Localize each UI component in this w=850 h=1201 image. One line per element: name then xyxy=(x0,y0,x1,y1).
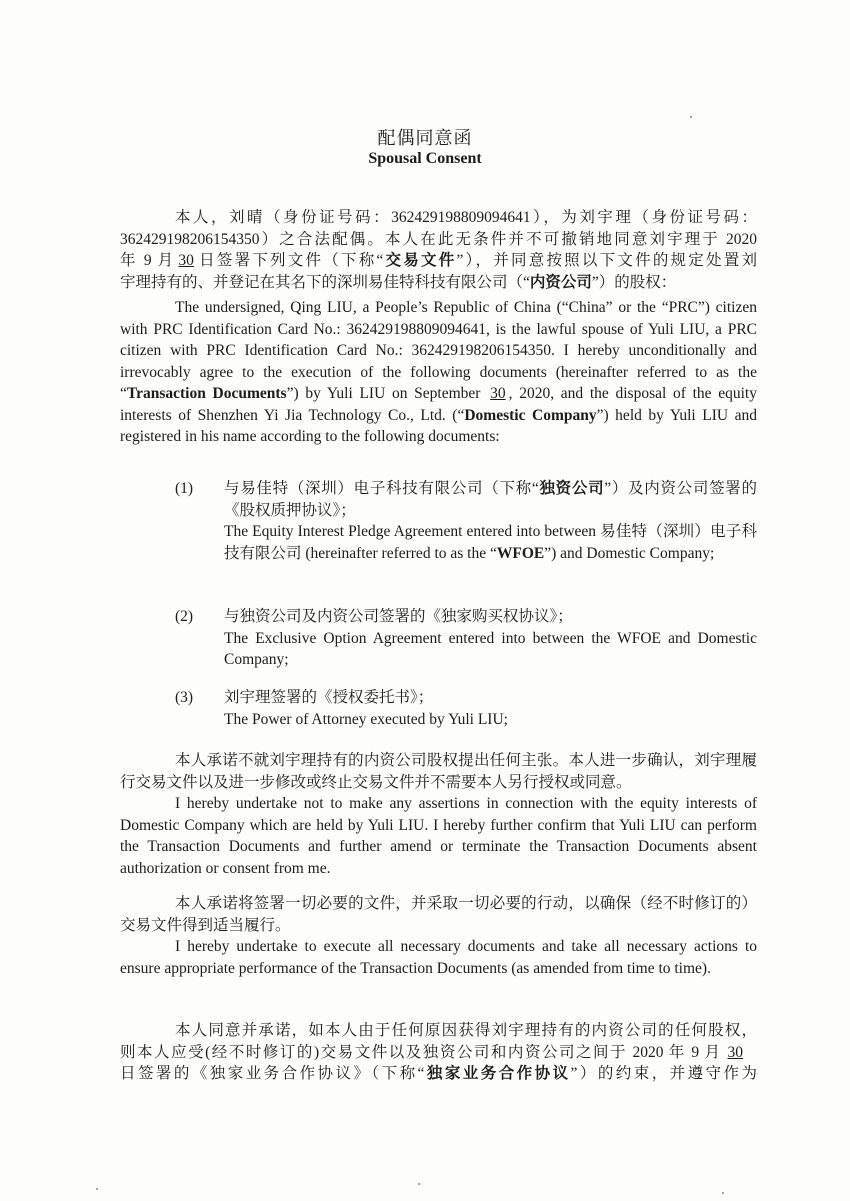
agreement-line-3: 日签署的《独家业务合作协议》（下称“独家业务合作协议”）的约束，并遵守作为 xyxy=(120,1065,757,1082)
undertaking-zh: 本人承诺将签署一切必要的文件，并采取一切必要的行动，以确保（经不时修订的）交易文件得到适当履行。 xyxy=(120,895,757,934)
signing-date: 30 xyxy=(178,252,194,269)
agreement-line-2: 则本人应受(经不时修订的)交易文件以及独资公司和内资公司之间于 2020 年 9 月 30 xyxy=(120,1042,757,1064)
item-number: (3) xyxy=(175,689,194,706)
undertaking-execute-documents xyxy=(120,893,757,979)
intro-zh-line-1: 本人，刘晴（身份证号码：362429198809094641），为刘宇理（身份证号码： xyxy=(175,209,757,226)
defined-term: Domestic Company xyxy=(464,406,597,424)
item-body xyxy=(224,687,757,730)
defined-term: WFOE xyxy=(496,544,545,562)
item-body xyxy=(224,478,757,564)
item-zh: 与独资公司及内资公司签署的《独家购买权协议》； xyxy=(224,608,573,625)
agreement-paragraph xyxy=(120,1020,757,1085)
scan-speck xyxy=(722,1192,724,1194)
intro-zh-line-4: 宇理持有的、并登记在其名下的深圳易佳特科技有限公司（“内资公司”）的股权： xyxy=(120,273,677,291)
intro-zh-line-3: 年 9 月 30 日签署下列文件（下称“交易文件”），并同意按照以下文件的规定处置刘 xyxy=(120,252,757,269)
defined-term: 交易文件 xyxy=(383,252,457,269)
intro-zh-line-2: 362429198206154350）之合法配偶。本人在此无条件并不可撤销地同意刘宇理于 2020 xyxy=(120,230,757,248)
item-en: The Equity Interest Pledge Agreement entered into between 易佳特（深圳）电子科技有限公司 (hereinafter referred to as the “WFOE”) and Domestic Company; xyxy=(224,523,757,562)
defined-term: 独家业务合作协议 xyxy=(424,1065,571,1082)
scan-speck xyxy=(690,116,692,118)
signing-date: 30 xyxy=(727,1043,743,1061)
defined-term: 内资公司 xyxy=(529,273,592,291)
item-zh: 刘宇理签署的《授权委托书》； xyxy=(224,689,434,706)
intro-english xyxy=(120,297,757,448)
signing-date: 30 xyxy=(490,385,506,402)
defined-term: 独资公司 xyxy=(538,480,605,497)
agreement-line-1: 本人同意并承诺，如本人由于任何原因获得刘宇理持有的内资公司的任何股权， xyxy=(175,1022,757,1039)
undertaking-zh: 本人承诺不就刘宇理持有的内资公司股权提出任何主张。本人进一步确认，刘宇理履行交易文件以及进一步修改或终止交易文件并不需要本人另行授权或同意。 xyxy=(120,752,757,791)
intro-en-paragraph: The undersigned, Qing LIU, a People’s Republic of China (“China” or the “PRC”) citizen with PRC Identification Card No.: 362429198809094641, is the lawful spouse of Yuli LIU, a PRC citizen with PRC Identification Card No.: 362429198206154350. I hereby unconditionally and irrevocably agree to the execution of the following documents (hereinafter referred to as the “Transaction Documents”) by Yuli LIU on September 30 , 2020, and the disposal of the equity interests of Shenzhen Yi Jia Technology Co., Ltd. (“Domestic Company”) held by Yuli LIU and registered in his name according to the following documents: xyxy=(120,299,757,445)
item-en: The Exclusive Option Agreement entered into between the WFOE and Domestic Company; xyxy=(224,629,757,668)
scan-speck xyxy=(418,1183,420,1185)
defined-term: Transaction Documents xyxy=(126,385,287,402)
scan-speck xyxy=(96,1188,98,1190)
item-number: (1) xyxy=(175,480,194,497)
item-en: The Power of Attorney executed by Yuli LIU; xyxy=(224,710,508,728)
undertaking-en: I hereby undertake not to make any assertions in connection with the equity interests of Domestic Company which are held by Yuli LIU. I hereby further confirm that Yuli LIU can perform the Transaction Documents and further amend or terminate the Transaction Documents absent authorization or consent from me. xyxy=(120,795,757,877)
undertaking-no-assertions xyxy=(120,750,757,879)
item-zh: 与易佳特（深圳）电子科技有限公司（下称“独资公司”）及内资公司签署的《股权质押协议》； xyxy=(224,480,757,519)
item-body xyxy=(224,606,757,671)
title-english: Spousal Consent xyxy=(368,150,482,167)
intro-chinese xyxy=(120,207,757,293)
item-number: (2) xyxy=(175,608,194,625)
undertaking-en: I hereby undertake to execute all necessary documents and take all necessary actions to ensure appropriate performance of the Transaction Documents (as amended from time to time). xyxy=(120,938,757,977)
title-chinese: 配偶同意函 xyxy=(377,128,473,148)
